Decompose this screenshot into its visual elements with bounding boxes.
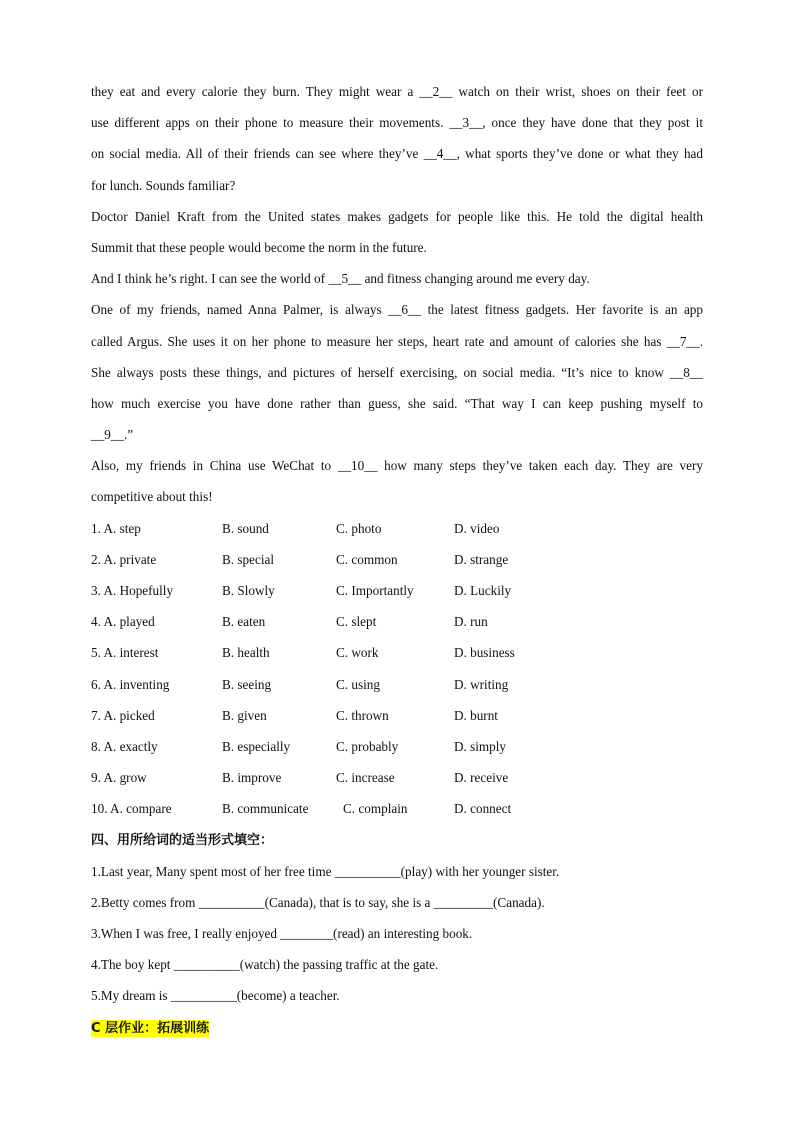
exercise-item: 1.Last year, Many spent most of her free time __________(play) with her younger sister. bbox=[91, 863, 560, 879]
exercise-item: 2.Betty comes from __________(Canada), that is to say, she is a _________(Canada). bbox=[91, 894, 545, 910]
question-row bbox=[91, 731, 703, 762]
question-row bbox=[91, 513, 703, 544]
question-row bbox=[91, 606, 703, 637]
passage-line: competitive about this! bbox=[91, 489, 213, 505]
passage-line: Summit that these people would become the norm in the future. bbox=[91, 239, 427, 255]
passage-line: __9__.” bbox=[91, 427, 134, 443]
option-a: 5. A. interest bbox=[91, 645, 159, 661]
question-row bbox=[91, 575, 703, 606]
question-row bbox=[91, 762, 703, 793]
option-d: D. burnt bbox=[454, 707, 498, 723]
section-c-row bbox=[91, 1012, 703, 1043]
passage-line: Doctor Daniel Kraft from the United states makes gadgets for people like this. He told the digital health bbox=[91, 208, 703, 224]
option-b: B. eaten bbox=[222, 614, 266, 630]
option-a: 6. A. inventing bbox=[91, 676, 170, 692]
option-c: C. common bbox=[336, 551, 398, 567]
exercise-item: 3.When I was free, I really enjoyed ________(read) an interesting book. bbox=[91, 926, 473, 942]
option-a: 10. A. compare bbox=[91, 801, 172, 817]
passage-line: for lunch. Sounds familiar? bbox=[91, 177, 236, 193]
option-a: 8. A. exactly bbox=[91, 738, 158, 754]
option-d: D. business bbox=[454, 645, 515, 661]
option-c: C. increase bbox=[336, 770, 395, 786]
option-b: B. especially bbox=[222, 738, 291, 754]
option-a: 1. A. step bbox=[91, 520, 141, 536]
option-b: B. improve bbox=[222, 770, 282, 786]
option-d: D. simply bbox=[454, 738, 507, 754]
option-b: B. communicate bbox=[222, 801, 309, 817]
option-d: D. strange bbox=[454, 551, 509, 567]
reading-passage bbox=[91, 76, 703, 513]
option-c: C. slept bbox=[336, 614, 377, 630]
question-row bbox=[91, 793, 703, 824]
option-d: D. connect bbox=[454, 801, 512, 817]
exercise-item: 5.My dream is __________(become) a teacher. bbox=[91, 988, 340, 1004]
option-b: B. given bbox=[222, 707, 267, 723]
passage-line: use different apps on their phone to measure their movements. __3__, once they have done that they post it bbox=[91, 115, 703, 131]
section-c-label: C 层作业：拓展训练 bbox=[91, 1020, 210, 1036]
passage-line: they eat and every calorie they burn. They might wear a __2__ watch on their wrist, shoes on their feet or bbox=[91, 84, 703, 99]
option-d: D. writing bbox=[454, 676, 509, 692]
option-a: 3. A. Hopefully bbox=[91, 583, 174, 598]
option-a: 4. A. played bbox=[91, 614, 155, 630]
option-c: C. Importantly bbox=[336, 583, 414, 598]
option-d: D. video bbox=[454, 520, 500, 536]
section-heading: 四、用所给词的适当形式填空： bbox=[91, 832, 274, 848]
option-b: B. special bbox=[222, 551, 275, 567]
option-a: 9. A. grow bbox=[91, 770, 147, 786]
option-b: B. seeing bbox=[222, 676, 272, 692]
option-b: B. Slowly bbox=[222, 583, 275, 598]
question-row bbox=[91, 669, 703, 700]
worksheet-page bbox=[91, 76, 703, 1043]
question-row bbox=[91, 700, 703, 731]
option-c: C. using bbox=[336, 676, 380, 692]
passage-line: called Argus. She uses it on her phone to measure her steps, heart rate and amount of calories she has __7__. bbox=[91, 333, 703, 349]
fill-in-exercises bbox=[91, 856, 703, 1012]
option-a: 7. A. picked bbox=[91, 707, 155, 723]
passage-line: how much exercise you have done rather than guess, she said. “That way I can keep pushing myself to bbox=[91, 395, 703, 411]
option-b: B. health bbox=[222, 645, 270, 661]
option-c: C. complain bbox=[343, 801, 408, 817]
option-c: C. photo bbox=[336, 520, 382, 536]
option-a: 2. A. private bbox=[91, 551, 157, 567]
option-c: C. work bbox=[336, 645, 379, 661]
passage-line: And I think he’s right. I can see the world of __5__ and fitness changing around me every day. bbox=[91, 271, 590, 287]
passage-line: on social media. All of their friends can see where they’ve __4__, what sports they’ve done or what they had bbox=[91, 146, 703, 162]
option-c: C. thrown bbox=[336, 707, 389, 723]
question-row bbox=[91, 544, 703, 575]
option-c: C. probably bbox=[336, 738, 399, 754]
answer-options bbox=[91, 513, 703, 825]
passage-line: Also, my friends in China use WeChat to __10__ how many steps they’ve taken each day. They are very bbox=[91, 458, 703, 474]
option-d: D. run bbox=[454, 614, 488, 630]
option-d: D. receive bbox=[454, 770, 509, 786]
passage-line: One of my friends, named Anna Palmer, is always __6__ the latest fitness gadgets. Her favorite is an app bbox=[91, 302, 703, 318]
question-row bbox=[91, 637, 703, 668]
passage-line: She always posts these things, and pictures of herself exercising, on social media. “It’s nice to know __8__ bbox=[91, 364, 703, 380]
option-d: D. Luckily bbox=[454, 583, 512, 598]
exercise-item: 4.The boy kept __________(watch) the passing traffic at the gate. bbox=[91, 957, 439, 973]
option-b: B. sound bbox=[222, 520, 269, 536]
